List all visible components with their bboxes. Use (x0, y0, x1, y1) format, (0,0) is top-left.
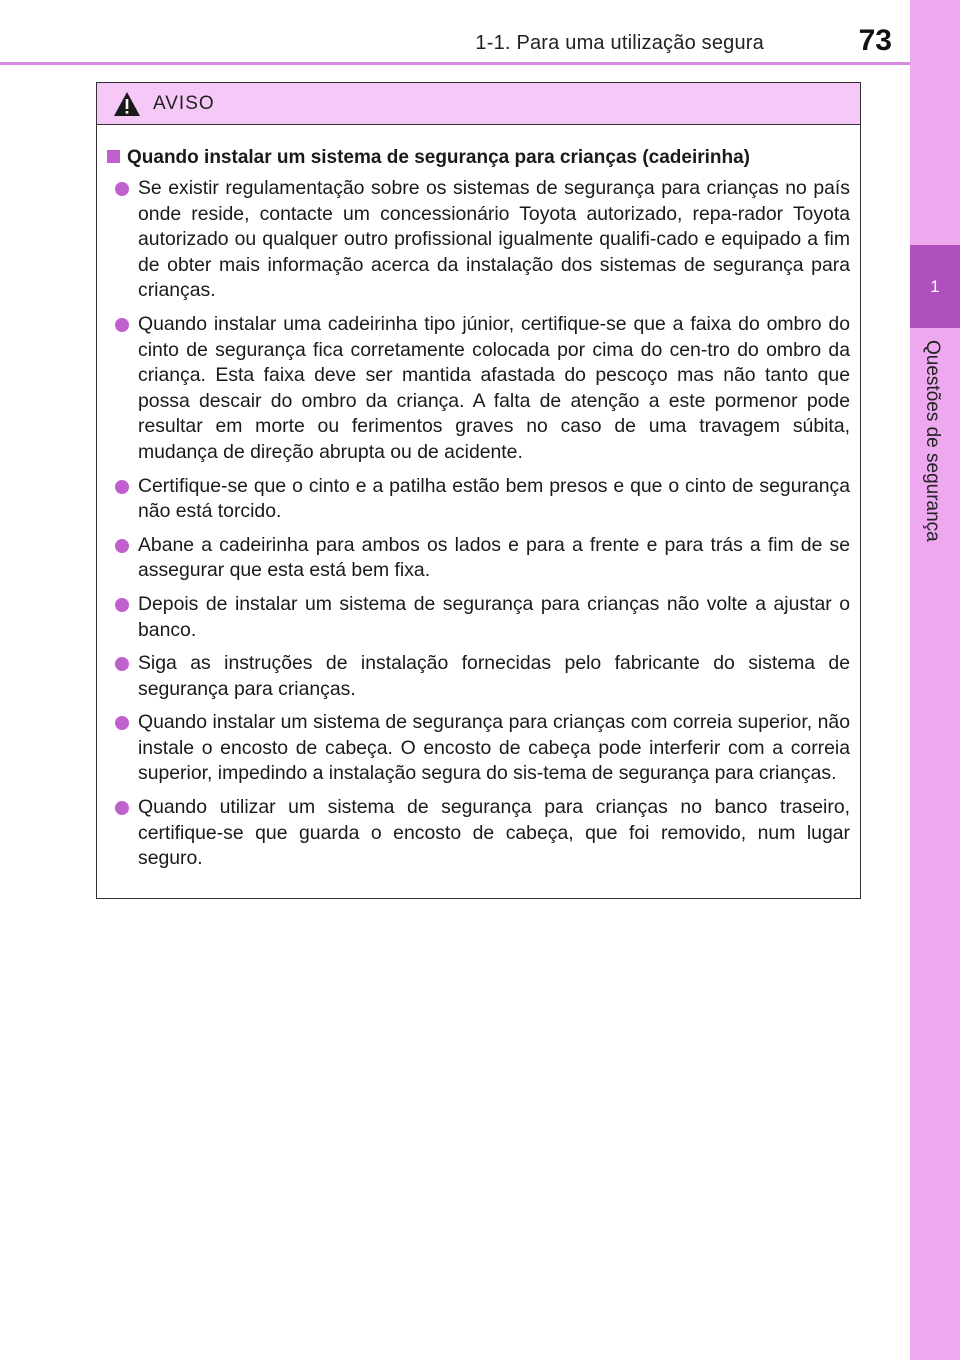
bullet-icon (115, 539, 129, 553)
list-item (107, 710, 850, 787)
bullet-icon (115, 801, 129, 815)
chapter-number-tab (910, 245, 960, 328)
warning-header (97, 83, 860, 125)
bullet-icon (115, 657, 129, 671)
list-item-text: Certifique-se que o cinto e a patilha estão bem presos e que o cinto de segurança não está torcido. (138, 474, 850, 523)
list-item-text: Se existir regulamentação sobre os sistemas de segurança para crianças no país onde reside, contacte um concessionário Toyota autorizado, repa-rador Toyota autorizado ou qualquer outro profissional igualmente qualifi-cado e equipado a fim de obter mais informação acerca da instalação dos sistemas de segurança para crianças. (138, 177, 850, 302)
list-item (107, 474, 850, 525)
bullet-icon (115, 716, 129, 730)
section-title: 1-1. Para uma utilização segura (475, 32, 764, 54)
list-item-text: Quando instalar um sistema de segurança para crianças com correia superior, não instale o encosto de cabeça. O encosto de cabeça pode interferir com a correia superior, impedindo a instalação segura do sis-tema de segurança para crianças. (138, 711, 850, 785)
list-item-text: Siga as instruções de instalação fornecidas pelo fabricante do sistema de segurança para crianças. (138, 652, 850, 700)
warning-box (96, 82, 861, 899)
list-item-text: Quando instalar uma cadeirinha tipo júnior, certifique-se que a faixa do ombro do cinto de segurança fica corretamente colocada por cima do cen-tro do ombro da criança. Esta faixa deve ser mantida afastada do pescoço mas não tanto que possa descair do ombro da criança. A falta de atenção a este pormenor pode resultar em morte ou ferimentos graves no caso de uma travagem súbita, mudança de direção abrupta ou de acidente. (138, 312, 850, 463)
bullet-icon (115, 598, 129, 612)
warning-body (97, 125, 860, 872)
list-item-text: Depois de instalar um sistema de segurança para crianças não volte a ajustar o banco. (138, 592, 850, 641)
list-item (107, 795, 850, 872)
page-number: 73 (858, 24, 892, 57)
header-rule (0, 62, 910, 65)
square-bullet-icon (107, 150, 120, 163)
bullet-icon (115, 182, 129, 196)
bullet-icon (115, 318, 129, 332)
warning-subheading (107, 145, 850, 170)
list-item (107, 176, 850, 304)
list-item (107, 533, 850, 584)
chapter-title: Questões de segurança (922, 340, 943, 542)
warning-triangle-icon (113, 91, 141, 117)
list-item (107, 592, 850, 643)
side-tab-strip (910, 0, 960, 1360)
warning-title: AVISO (153, 92, 215, 114)
chapter-number: 1 (930, 276, 940, 296)
bullet-icon (115, 480, 129, 494)
list-item-text: Abane a cadeirinha para ambos os lados e para a frente e para trás a fim de se assegurar que esta está bem fixa. (138, 533, 850, 582)
list-item (107, 651, 850, 702)
list-item-text: Quando utilizar um sistema de segurança para crianças no banco traseiro, certifique-se que guarda o encosto de cabeça, que foi removido, num lugar seguro. (138, 796, 850, 870)
subheading-text: Quando instalar um sistema de segurança para crianças (cadeirinha) (127, 147, 751, 168)
list-item (107, 312, 850, 466)
